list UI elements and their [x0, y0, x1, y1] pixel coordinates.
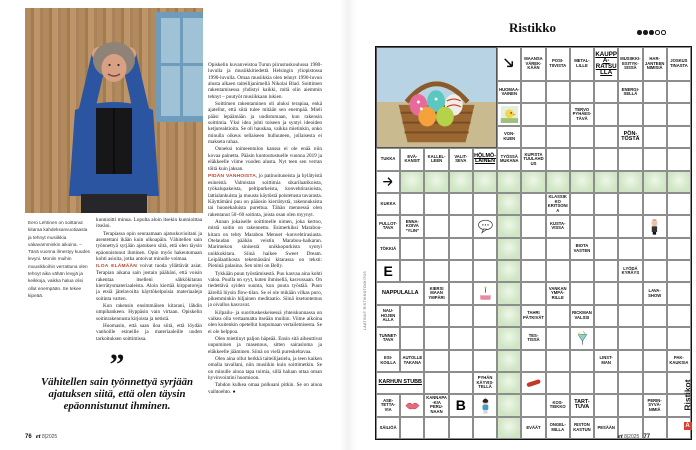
crossword-credit: LAATINUT RISTIKKOTOIMITUS — [363, 271, 367, 330]
body-paragraph: PIDÄN VANHOISTA, jo patinoituneista ja hylätyistä esineistä. Valmistan soittimia sikarilaatikoista, työkalupakeista, peltipurkeista, konvehtirasioista, lattialankuista ja muusta käytöstä poistetusta tavarasta. Käyttämäni puu on pääosin kierrätystä, rakennuksista tai huonekaluista purettua. Tähän mennessä olen rakentanut 50–60 soitinta, joista osan olen myynyt. — [208, 172, 322, 218]
body-paragraph: kunnioitti minua. Lopulta aloin itsekin kunnioittaa itseäni. — [96, 217, 202, 230]
answer-cell[interactable] — [546, 81, 570, 103]
answer-cell[interactable] — [521, 81, 545, 103]
highlight-answer-cell[interactable] — [497, 193, 521, 215]
answer-cell[interactable] — [667, 305, 691, 327]
answer-cell[interactable] — [400, 238, 424, 260]
answer-cell[interactable] — [424, 193, 448, 215]
answer-cell[interactable] — [594, 126, 618, 148]
answer-cell[interactable] — [594, 215, 618, 237]
crossword-clue-cell: PAK-KAUKSIA — [667, 350, 691, 372]
highlight-answer-cell[interactable] — [449, 171, 473, 193]
answer-cell[interactable] — [594, 327, 618, 349]
difficulty-dots — [637, 30, 666, 35]
highlight-answer-cell[interactable] — [497, 215, 521, 237]
crossword-clue-cell: KLASSIKKO KRITSONIA — [546, 193, 570, 215]
highlight-answer-cell[interactable] — [497, 282, 521, 304]
difficulty-dot-filled — [643, 30, 648, 35]
answer-cell[interactable] — [667, 193, 691, 215]
body-column-2 — [208, 62, 322, 436]
crossword-clue-cell: ASE-TETTA-VIA — [376, 394, 400, 416]
body-paragraph: Annan jokaiselle soittimelle nimen, joka kertoo, mistä soitin on rakennettu. Esimerkiksi Marabou-kitara on tehty Marabou Menuet -konvehtirasiasta. Otelaudan päähän veistin Marabou-haikaran. Marimekon sinisestä unikkopurkista syntyi unikkokitara. Siinä haikee Sweet Dream. Leipälaatikosta tekemässäni kitarassa on teksti: Pieninä palasina. Sen nimi on Belly. — [208, 218, 322, 270]
answer-cell[interactable] — [424, 215, 448, 237]
highlight-answer-cell[interactable] — [497, 350, 521, 372]
page-number-left: 76 — [25, 434, 32, 440]
crossword-clue-cell: PERIN-SYVÄ-NIMIÄ — [643, 394, 667, 416]
body-paragraph: Tykkään puun työstämisestä. Puu kasvaa aina kohti valoa. Puulla on syyt, kuten ihmisellä, kasvussaan. On tiedettävä syiden suunta, kun puuta työstää. Puun äärellä löysin flow-tilan. Se ei ole mikään vilkas puro, pikemminkin hiljainen meditaatio. Siinä itsetuntemus ja oivallus kasvavat. — [208, 270, 322, 309]
answer-cell[interactable] — [594, 305, 618, 327]
answer-cell[interactable] — [643, 148, 667, 170]
answer-cell[interactable] — [570, 126, 594, 148]
answer-cell[interactable] — [594, 394, 618, 416]
highlight-answer-cell[interactable] — [497, 372, 521, 394]
answer-cell[interactable] — [667, 327, 691, 349]
page-title: Ristikko — [509, 20, 556, 35]
answer-cell[interactable] — [424, 417, 448, 439]
answer-cell[interactable] — [546, 126, 570, 148]
answer-cell[interactable] — [618, 148, 642, 170]
easter-basket-photo — [376, 47, 497, 148]
answer-cell[interactable] — [570, 81, 594, 103]
highlight-answer-cell[interactable] — [546, 171, 570, 193]
answer-cell[interactable] — [618, 305, 642, 327]
highlight-answer-cell[interactable] — [618, 171, 642, 193]
highlight-answer-cell[interactable] — [570, 171, 594, 193]
crossword-clue-cell: JOSKUS TINASTA — [667, 47, 691, 81]
prefilled-letter-cell: E — [376, 260, 400, 282]
answer-cell[interactable] — [618, 103, 642, 125]
answer-cell[interactable] — [424, 327, 448, 349]
answer-cell[interactable] — [473, 327, 497, 349]
lips-icon — [400, 394, 424, 416]
crossword-clue-cell: KUPISTA TUULAHDUS — [521, 148, 545, 170]
footer-right — [618, 433, 650, 440]
answer-cell[interactable] — [667, 103, 691, 125]
answer-cell[interactable] — [473, 350, 497, 372]
crossword-clue-cell: KIERSI MAAN YMPÄRI — [424, 282, 448, 304]
body-paragraph: ILOA ELÄMÄÄN voivat tuoda yllättävät asiat. Terapian aikana sain jostain päähäni, että voisin rakentaa itselleni sähkökitaran kierrätysmateriaaleista. Aloin kiertää kirpputoreja ja etsiä jätelavoilta käyttökelpoisia materiaaleja soitinta varten. — [96, 263, 202, 302]
ristikot-logo-text: Ristikot — [682, 379, 693, 411]
answer-cell[interactable] — [570, 193, 594, 215]
person-figure — [25, 8, 203, 213]
photo-caption: Eero Lehtinen on soittanut kitaraa kahdeksanvuotiaasta ja tehnyt musiikkia vakavamminkin aikoina. – Tänä vuonna ilmestyy kuudes levyni. Moniin muihin muusikkoihin verrattuna olen tehnyt aika vähän levyjä ja keikkoja, vaikka halua olisi ollut enempään. Se tekee kipeää. — [28, 220, 91, 298]
crossword-clue-cell: PESÄÄN — [594, 417, 618, 439]
answer-cell[interactable] — [594, 282, 618, 304]
crossword-clue-cell: TUNNET-TAVA — [376, 327, 400, 349]
answer-cell[interactable] — [521, 238, 545, 260]
lead-in-words: PIDÄN VANHOISTA — [208, 173, 256, 179]
answer-cell[interactable] — [618, 394, 642, 416]
highlight-answer-cell[interactable] — [497, 394, 521, 416]
body-paragraph: Opiskelin kuvanveistoa Turun piirustuskoulussa 1980-luvulla ja musiikkitiedettä Helsingin yliopistossa 1990-luvulla. Omaa musiikkia olen tehnyt 1990-luvun alusta alkaen taiteilijanimellä Nikolai Blad. Soittimen rakentamisessa yhdistyi kaikki, mitä olin aiemmin tehnyt – puutyöt musiikkaan lukien. — [208, 62, 322, 100]
answer-cell[interactable] — [473, 238, 497, 260]
highlight-answer-cell[interactable] — [497, 260, 521, 282]
crossword-clue-cell: KAUPPA-RATSULLA — [594, 47, 618, 81]
body-paragraph: Huomasin, että saan iloa siitä, että löydän vanhoille esineille ja materiaaleille uuden tarkoituksen soittimissa. — [96, 323, 202, 342]
answer-cell[interactable] — [618, 215, 642, 237]
prefilled-letter-cell: B — [449, 394, 473, 416]
pull-quote — [26, 348, 208, 413]
answer-cell[interactable] — [667, 260, 691, 282]
answer-cell[interactable] — [667, 282, 691, 304]
body-paragraph: Tahdon kulkea omaa polkuani pitkin. Se on ainoa vaihtoehto. ● — [208, 382, 322, 395]
highlight-answer-cell[interactable] — [473, 171, 497, 193]
answer-cell[interactable] — [546, 327, 570, 349]
arrow-right-icon — [376, 171, 400, 193]
answer-cell[interactable] — [449, 305, 473, 327]
answer-cell[interactable] — [400, 327, 424, 349]
highlight-answer-cell[interactable] — [424, 171, 448, 193]
answer-cell[interactable] — [546, 238, 570, 260]
woman-icon — [473, 394, 497, 416]
crossword-grid — [375, 46, 692, 440]
answer-cell[interactable] — [594, 193, 618, 215]
body-paragraph: Olen aina ollut herkkä taiteilijasielu, ja teen kaiken omalla tavallani, niin musiikin kuin soittimetkin. Se on minulle ainoa tapa toimia, sillä haluan ottaa oman hyvinvointini huomioon. — [208, 356, 322, 382]
pull-quote-text: Vähitellen sain työnnettyä syrjään ajatuksen siitä, että olen täysin epäonnistunut ihminen. — [40, 376, 194, 413]
bubble-icon — [473, 215, 497, 237]
answer-cell[interactable] — [667, 126, 691, 148]
page-number-right: 77 — [643, 434, 651, 440]
answer-cell[interactable] — [643, 238, 667, 260]
answer-cell[interactable] — [449, 327, 473, 349]
answer-cell[interactable] — [546, 372, 570, 394]
crossword-clue-cell: TYÖSSÄ MUKANA — [497, 148, 521, 170]
answer-cell[interactable] — [546, 148, 570, 170]
answer-cell[interactable] — [643, 193, 667, 215]
man-icon — [643, 215, 667, 237]
crossword-clue-cell: RISTON KASTUN — [570, 417, 594, 439]
answer-cell[interactable] — [643, 260, 667, 282]
crossword-clue-cell: NAPPULALLA — [376, 282, 424, 304]
highlight-answer-cell[interactable] — [521, 171, 545, 193]
answer-cell[interactable] — [643, 305, 667, 327]
answer-cell[interactable] — [643, 350, 667, 372]
crossword-clue-cell: METAL-LILLE — [570, 47, 594, 81]
crossword-clue-cell: HUOMAA-VAINEN — [497, 81, 521, 103]
answer-cell[interactable] — [570, 282, 594, 304]
crossword-clue-cell: KALLEL-LEEN — [424, 148, 448, 170]
answer-cell[interactable] — [570, 350, 594, 372]
answer-cell[interactable] — [643, 327, 667, 349]
answer-cell[interactable] — [667, 215, 691, 237]
ristikot-logo — [672, 379, 696, 430]
answer-cell[interactable] — [400, 193, 424, 215]
answer-cell[interactable] — [643, 126, 667, 148]
crossword-clue-cell: PÖN-TÖSTÄ — [618, 126, 642, 148]
answer-cell[interactable] — [570, 260, 594, 282]
drink-icon — [570, 327, 594, 349]
crossword-clue-cell: VANKAN YMPÄ-RILLE — [546, 282, 570, 304]
answer-cell[interactable] — [594, 238, 618, 260]
crossword-clue-cell: LINST-MAN — [594, 350, 618, 372]
answer-cell[interactable] — [594, 372, 618, 394]
crossword-clue-cell: VON-KUEN — [497, 126, 521, 148]
highlight-answer-cell[interactable] — [667, 171, 691, 193]
answer-cell[interactable] — [546, 305, 570, 327]
crossword-clue-cell: ENERGI-SELLÄ — [618, 81, 642, 103]
crossword-clue-cell: ESI-KOILLA — [376, 350, 400, 372]
answer-cell[interactable] — [473, 260, 497, 282]
crossword-clue-cell: LYÖDÄ KYRÄYS — [618, 260, 642, 282]
issue-right: 8|2025 — [624, 434, 640, 440]
crossword-clue-cell: SÄILIÖÄ — [376, 417, 400, 439]
answer-cell[interactable] — [618, 193, 642, 215]
answer-cell[interactable] — [594, 260, 618, 282]
answer-cell[interactable] — [521, 103, 545, 125]
answer-cell[interactable] — [449, 260, 473, 282]
answer-cell[interactable] — [473, 305, 497, 327]
crossword-clue-cell: BIOTA VASTEN — [570, 238, 594, 260]
highlight-answer-cell[interactable] — [400, 171, 424, 193]
answer-cell[interactable] — [521, 394, 545, 416]
footer-left — [25, 433, 57, 440]
crossword-clue-cell: POSI-TIIVISTA — [546, 47, 570, 81]
crossword-clue-cell: TUKKA — [376, 148, 400, 170]
answer-cell[interactable] — [400, 305, 424, 327]
answer-cell[interactable] — [449, 350, 473, 372]
answer-cell[interactable] — [618, 372, 642, 394]
answer-cell[interactable] — [424, 350, 448, 372]
ristikot-logo-icon: A — [685, 423, 690, 429]
crossword-clue-cell: HÖLMÖ-LÄINEN — [473, 148, 497, 170]
answer-cell[interactable] — [424, 238, 448, 260]
highlight-answer-cell[interactable] — [497, 171, 521, 193]
answer-cell[interactable] — [643, 103, 667, 125]
crossword-clue-cell: PULLOT-TAVA — [376, 215, 400, 237]
highlight-answer-cell[interactable] — [497, 238, 521, 260]
answer-cell[interactable] — [400, 260, 424, 282]
answer-cell[interactable] — [521, 260, 545, 282]
answer-cell[interactable] — [449, 193, 473, 215]
crossword-clue-cell: KARHUN STUBB — [376, 372, 424, 394]
answer-cell[interactable] — [521, 126, 545, 148]
crossword-clue-cell: ONGEL-MILLA — [546, 417, 570, 439]
crossword-clue-cell: KOS-TEIKKO — [546, 394, 570, 416]
answer-cell[interactable] — [521, 215, 545, 237]
answer-cell[interactable] — [667, 238, 691, 260]
difficulty-dot-empty — [661, 30, 666, 35]
answer-cell[interactable] — [521, 282, 545, 304]
answer-cell[interactable] — [643, 372, 667, 394]
crossword-clue-cell: EVÄ-KANSIT — [400, 148, 424, 170]
answer-cell[interactable] — [449, 417, 473, 439]
crossword-clue-cell: VALIT-SEVA — [449, 148, 473, 170]
answer-cell[interactable] — [618, 350, 642, 372]
crossword-clue-cell: KUKKA — [376, 193, 400, 215]
answer-cell[interactable] — [449, 282, 473, 304]
answer-cell[interactable] — [570, 148, 594, 170]
quote-mark-icon: ” — [109, 348, 125, 381]
answer-cell[interactable] — [618, 238, 642, 260]
crossword-clue-cell: MUSIIKKI-ESITYK-SISSÄ — [618, 47, 642, 81]
highlight-answer-cell[interactable] — [497, 305, 521, 327]
answer-cell[interactable] — [521, 193, 545, 215]
answer-cell[interactable] — [594, 81, 618, 103]
crossword-clue-cell: TERVO PYHÄES-TÄVÄ — [570, 103, 594, 125]
body-paragraph: Kun rakensin ensimmäisen kitarani, lähdin umpihankeen. Hyppäsin vain virtaan. Opiskelin soitinrakennusta kirjoista ja netistä. — [96, 303, 202, 322]
cake-icon — [473, 282, 497, 304]
difficulty-dot-empty — [655, 30, 660, 35]
difficulty-dot-filled — [637, 30, 642, 35]
body-paragraph: Onneksi toimeentulon kanssa ei ole enää niin kovaa painetta. Pääsin kuntoutustuelle vuonna 2019 ja eläkkeelle viime vuoden alusta. Nyt teen sen verran töitä kuin jaksan. — [208, 146, 322, 172]
answer-cell[interactable] — [618, 327, 642, 349]
crossword-clue-cell: RICKMAN VALSSI — [570, 305, 594, 327]
crossword-clue-cell: NAU-HOJEN ALLA — [376, 305, 400, 327]
answer-cell[interactable] — [667, 81, 691, 103]
answer-cell[interactable] — [643, 81, 667, 103]
answer-cell[interactable] — [521, 350, 545, 372]
highlight-answer-cell[interactable] — [497, 417, 521, 439]
answer-cell[interactable] — [449, 372, 473, 394]
answer-cell[interactable] — [546, 103, 570, 125]
answer-cell[interactable] — [424, 305, 448, 327]
issue-left: 8|2025 — [41, 434, 58, 440]
answer-cell[interactable] — [424, 260, 448, 282]
highlight-answer-cell[interactable] — [643, 171, 667, 193]
crossword-clue-cell: EVÄÄT — [521, 417, 545, 439]
answer-cell[interactable] — [618, 282, 642, 304]
answer-cell[interactable] — [473, 193, 497, 215]
sausage-icon — [521, 372, 545, 394]
brand-logo-right: et — [618, 433, 623, 440]
crossword-clue-cell: KUSTA-VISSA — [546, 215, 570, 237]
chick-icon — [497, 103, 521, 125]
crossword-clue-cell: TAHRI PÄTKIVÄT — [521, 305, 545, 327]
answer-cell[interactable] — [449, 215, 473, 237]
body-paragraph: Soittimen rakentaminen oli aluksi terapiaa, enkä ajatellut, että siitä tulee mitään sen enempää. Mieli pääsi lepäämään ja uudistumaan, kun rakensin soittimia. Yksi idea johti toiseen ja syntyi ideoiden ketjureaktioita. Se oli hauskaa, vaikka mietinkin, onko minulla oikeus sellaiseen hulluuteen, jollaisesta ei makseta rahaa. — [208, 101, 322, 146]
answer-cell[interactable] — [570, 215, 594, 237]
page-gutter — [340, 0, 356, 450]
crossword-clue-cell: KANNAPA-KIA PERU-NAAN — [424, 394, 448, 416]
answer-cell[interactable] — [473, 417, 497, 439]
crossword-clue-cell: TÖKKIÄ — [376, 238, 400, 260]
lead-in-words: ILOA ELÄMÄÄN — [96, 264, 138, 270]
answer-cell[interactable] — [546, 350, 570, 372]
arrow-down-right-icon — [497, 47, 521, 81]
body-paragraph: Olen miettinyt paljon häpeää. Ensin sitä aiheuttivat uupuminen ja masennus, sitten sairasloma ja eläkkeelle jääminen. Siinä on vielä pureskeltavaa. — [208, 336, 322, 355]
answer-cell[interactable] — [449, 238, 473, 260]
crossword-clue-cell: ENNA-KOIVA ”YLIN” — [400, 215, 424, 237]
answer-cell[interactable] — [570, 372, 594, 394]
difficulty-dot-filled — [649, 30, 654, 35]
crossword-clue-cell: AUTOLLE TAKANA — [400, 350, 424, 372]
crossword-clue-cell: HAR-JANTEEN NIMISIÄ — [643, 47, 667, 81]
crossword-clue-cell: PYHÄN KÄYVIS-TELLÄ — [473, 372, 497, 394]
answer-cell[interactable] — [594, 103, 618, 125]
crossword-clue-cell: MAANSA VÄREK-KÄÄN — [521, 47, 545, 81]
crossword-clue-cell: TART-TUVA — [570, 394, 594, 416]
body-paragraph: Terapiassa opin seuraamaan ajatuskuvioitani ja asentettani ikään kuin ulkoapäin. Vähitellen sain työnnettyä syrjään ajatuksen siitä, että olen täysin epäonnistunut ihminen. Opin myös hakeutumaan kohti asioita, jotka antoivat minulle voimaa. — [96, 230, 202, 263]
answer-cell[interactable] — [400, 417, 424, 439]
highlight-answer-cell[interactable] — [497, 327, 521, 349]
highlight-answer-cell[interactable] — [594, 171, 618, 193]
answer-cell[interactable] — [667, 148, 691, 170]
answer-cell[interactable] — [594, 148, 618, 170]
answer-cell[interactable] — [424, 372, 448, 394]
answer-cell[interactable] — [546, 260, 570, 282]
portrait-photo — [25, 8, 203, 213]
brand-logo-left: et — [35, 433, 41, 440]
crossword-clue-cell: TES-TISSÄ — [521, 327, 545, 349]
body-paragraph: Kilpailu- ja suorituskeskeisessä yhteiskunnassa on vaikea olla vertaamatta itseään muihin. Viime aikoina olen kuitenkin opetellut luopumaan vertailemisesta. Se ei ole helppoa. — [208, 309, 322, 335]
crossword-clue-cell: LAVA-SHOW — [643, 282, 667, 304]
